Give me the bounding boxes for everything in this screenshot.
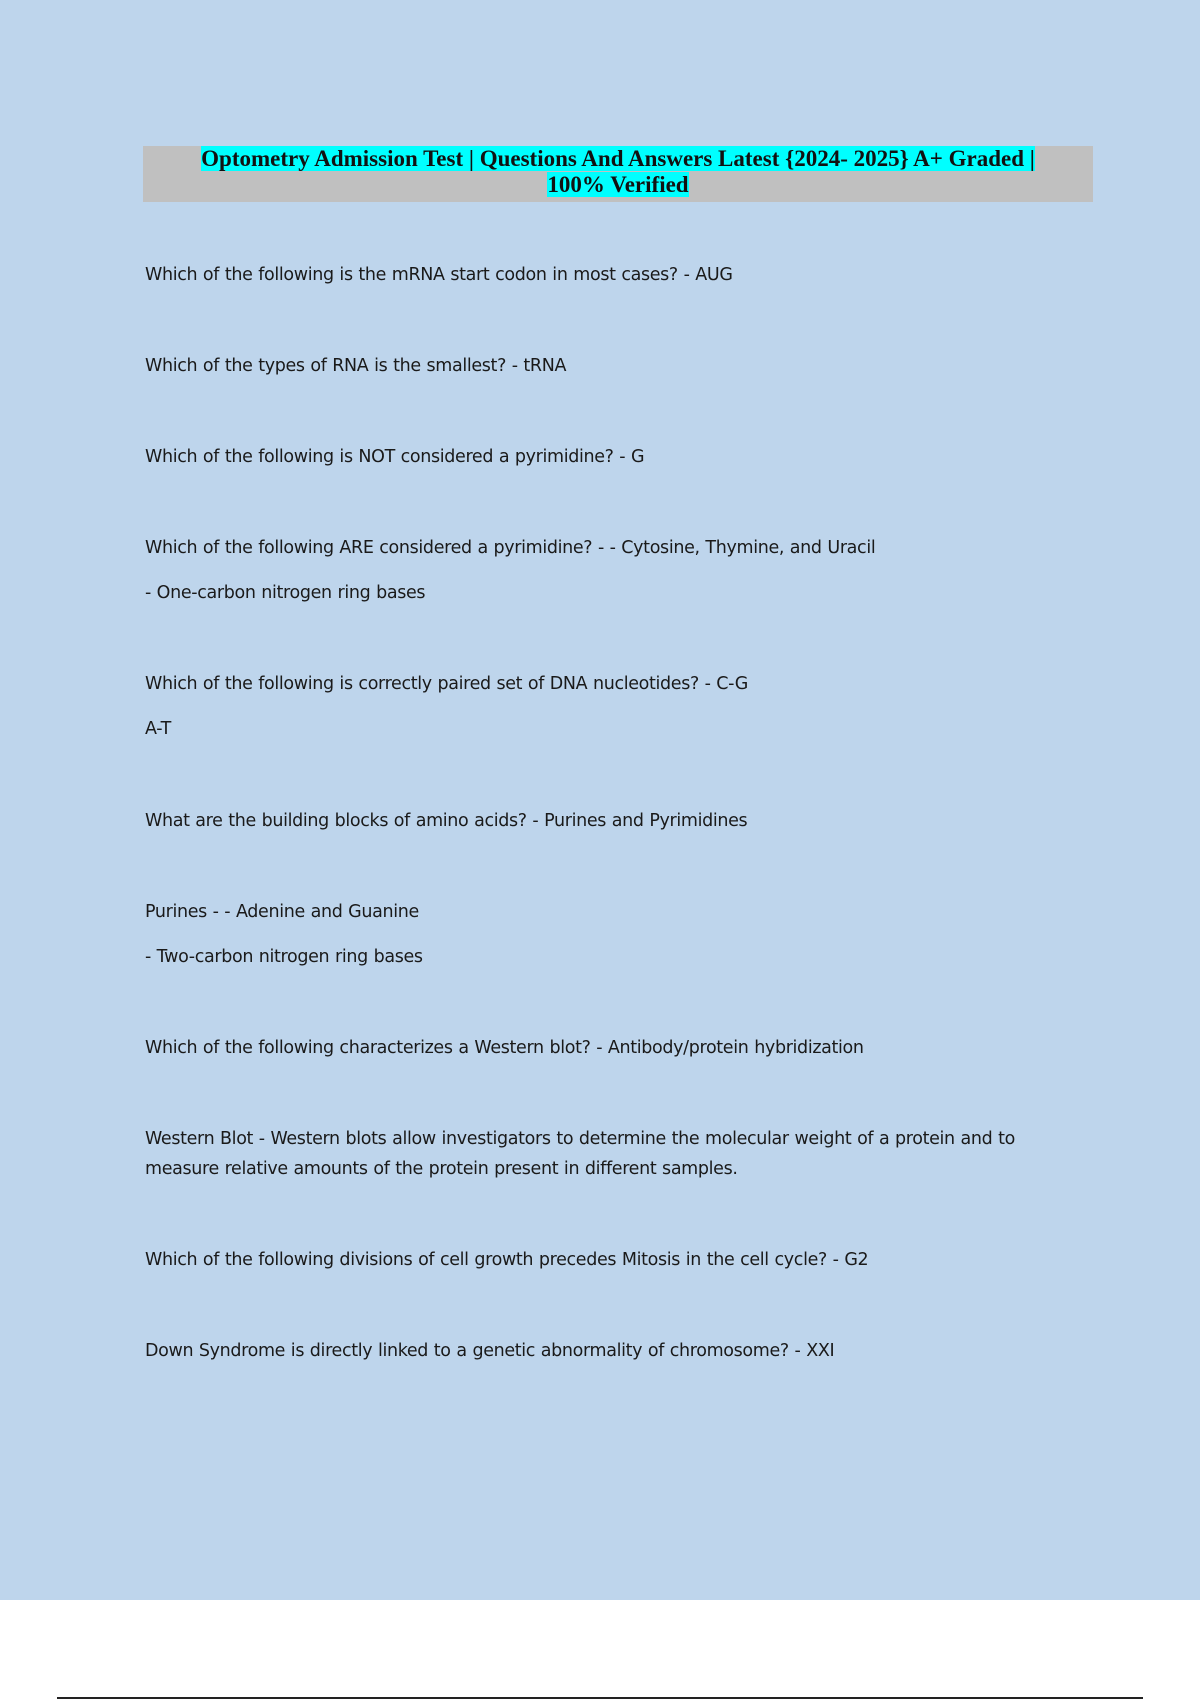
qa-text-continued: A-T [145, 719, 171, 739]
qa-text: What are the building blocks of amino acids? - Purines and Pyrimidines [145, 811, 748, 831]
footer-divider [57, 1697, 1143, 1699]
qa-text: Down Syndrome is directly linked to a genetic abnormality of chromosome? - XXI [145, 1341, 835, 1361]
title-line-1: Optometry Admission Test | Questions And Answers Latest {2024- 2025} A+ Graded | [201, 146, 1035, 171]
qa-text: Which of the following is correctly paired set of DNA nucleotides? - C-G [145, 674, 748, 694]
qa-text: Which of the following is NOT considered a pyrimidine? - G [145, 447, 645, 467]
qa-item-7 [145, 897, 1085, 972]
qa-item-8 [145, 1033, 1085, 1063]
qa-text: Which of the types of RNA is the smallest? - tRNA [145, 356, 567, 376]
qa-text-continued: - One-carbon nitrogen ring bases [145, 583, 426, 603]
qa-item-5 [145, 669, 1085, 744]
qa-text: Which of the following divisions of cell growth precedes Mitosis in the cell cycle? - G2 [145, 1250, 869, 1270]
title-line-2: 100% Verified [547, 172, 689, 197]
document-title [143, 146, 1093, 202]
qa-item-6 [145, 806, 1085, 836]
qa-item-3 [145, 442, 1085, 472]
qa-item-9 [145, 1124, 1085, 1184]
qa-item-4 [145, 533, 1085, 608]
qa-text: Which of the following characterizes a Western blot? - Antibody/protein hybridization [145, 1038, 864, 1058]
qa-text: Which of the following ARE considered a pyrimidine? - - Cytosine, Thymine, and Uracil [145, 538, 876, 558]
qa-item-2 [145, 351, 1085, 381]
qa-text: Which of the following is the mRNA start codon in most cases? - AUG [145, 265, 733, 285]
qa-text: Purines - - Adenine and Guanine [145, 902, 419, 922]
qa-item-1 [145, 260, 1085, 290]
qa-item-11 [145, 1336, 1085, 1366]
qa-text: Western Blot - Western blots allow investigators to determine the molecular weight of a protein and to measure relative amounts of the protein present in different samples. [145, 1129, 1015, 1179]
qa-item-10 [145, 1245, 1085, 1275]
qa-text-continued: - Two-carbon nitrogen ring bases [145, 947, 423, 967]
